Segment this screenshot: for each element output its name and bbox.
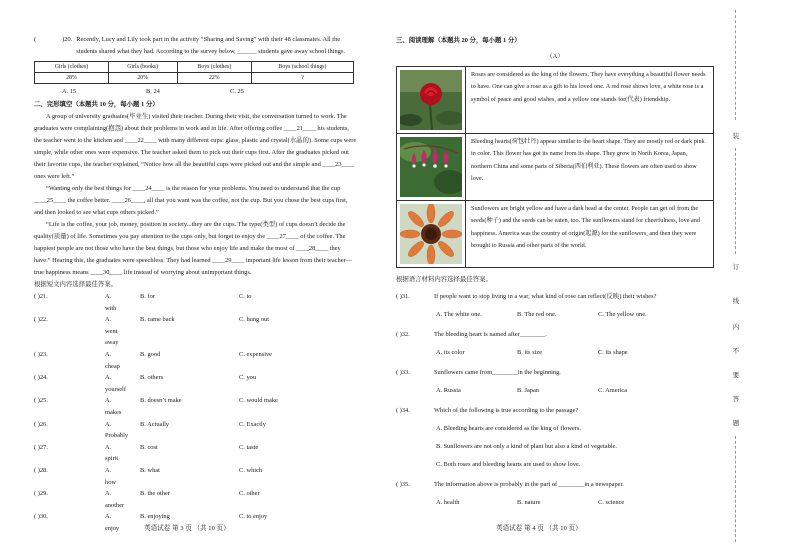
option-b[interactable]: B. Actually bbox=[140, 420, 170, 428]
option-c[interactable]: C. to bbox=[239, 293, 252, 300]
q20-options bbox=[34, 86, 358, 98]
option-a[interactable]: A. its color bbox=[436, 349, 465, 356]
table-cell: 28% bbox=[35, 73, 109, 84]
passage-label: （A） bbox=[546, 53, 564, 60]
question-number[interactable]: ( )31. bbox=[396, 293, 410, 300]
choice-row: ( )24. A. yourself B. others C. you bbox=[34, 372, 358, 395]
cloze-paragraph: “Wanting only the best things for ____24____ is the reason for your problems. You need to understand that the cup ____25____ the coffee better. ____26____, all that you want was the coffee, not the cup. But you chose the best cups first, and then looked to see what cups others picked.” bbox=[34, 185, 348, 216]
bleeding-heart-image bbox=[397, 134, 466, 200]
option-c[interactable]: C. to enjoy bbox=[239, 513, 268, 521]
option-c[interactable]: C. America bbox=[598, 387, 628, 394]
option-c[interactable]: C. Both roses and bleeding hearts are used to show love. bbox=[436, 461, 581, 468]
question-number: ( )27. bbox=[34, 443, 48, 451]
option-b[interactable]: B. cost bbox=[140, 443, 158, 451]
question-stem: The information above is probably in the part of ________in a newspaper. bbox=[434, 481, 624, 488]
option-b[interactable]: B. 24 bbox=[146, 88, 160, 95]
question-number: ( )26. bbox=[34, 420, 48, 428]
cloze-instruction: 根据短文内容选择最佳答案。 bbox=[34, 281, 118, 288]
table-cell: 20% bbox=[108, 73, 177, 84]
margin-char: 内 bbox=[732, 324, 740, 331]
question-stem: Which of the following is true according to the passage? bbox=[434, 407, 579, 414]
page-footer-left: 英语试卷 第 3 页 （共 10 页） bbox=[144, 525, 230, 532]
rose-image bbox=[397, 67, 466, 133]
table-header: Girls (books) bbox=[108, 62, 177, 73]
option-c[interactable]: C. Exactly bbox=[239, 420, 266, 428]
option-c[interactable]: C. its shape bbox=[598, 349, 628, 356]
option-a[interactable]: A. The white one. bbox=[436, 311, 482, 318]
margin-char: 答 bbox=[732, 396, 740, 403]
option-c[interactable]: C. taste bbox=[239, 443, 259, 451]
option-c[interactable]: C. The yellow one. bbox=[598, 311, 647, 318]
dashed-line bbox=[735, 436, 736, 542]
bleeding-heart-text: Bleeding hearts(荷包牡丹) appear similar to the heart shape. They are mostly red or dark pink in color. This flower has got its name from its shape. They grow in North Korea, Japan, northern China and some parts of Siberia(西伯利亚). These flowers are often used to show love. bbox=[471, 138, 705, 183]
option-c[interactable]: C. expensive bbox=[239, 350, 273, 358]
option-c[interactable]: C. would make bbox=[239, 397, 278, 405]
question-stem: The bleeding heart is named after________. bbox=[434, 331, 547, 338]
option-b[interactable]: B. its size bbox=[517, 349, 543, 356]
choice-row: ( )28. A. how B. what C. which bbox=[34, 465, 358, 488]
cloze-choices bbox=[34, 291, 358, 534]
choice-row: ( )21. A. with B. for C. to bbox=[34, 291, 358, 314]
question-number: ( )23. bbox=[34, 350, 48, 358]
option-c[interactable]: C. which bbox=[239, 466, 263, 474]
question-number: ( )25. bbox=[34, 397, 48, 405]
cloze-paragraph: “Life is the coffee, your job, money, position in society...they are the cups. The type(类型) of cups doesn’t decide the quality(质量) of life. Sometimes you pay attention to the cups only, but forget to enjoy the ____27____ of the coffee. The happiest people are not those who have the best things, but those who enjoy life and make the most of ____28____ they have.” Hearing this, the graduates were speechless. They had learned ____29____ important life lesson from their teacher—true happiness means ____30____ life instead of worrying about unimportant things. bbox=[34, 221, 353, 276]
question-number: ( )28. bbox=[34, 466, 48, 474]
question-34 bbox=[396, 405, 714, 471]
sunflower-image bbox=[397, 201, 466, 267]
option-c[interactable]: C. 25 bbox=[230, 88, 244, 95]
section-3-title: 三、阅读理解（本题共 20 分，每小题 1 分） bbox=[396, 37, 521, 44]
option-b[interactable]: B. The red one. bbox=[517, 311, 557, 318]
margin-char: 线 bbox=[732, 298, 740, 305]
choice-row: ( )26. A. Probably B. Actually C. Exactly bbox=[34, 419, 358, 442]
margin-char: 要 bbox=[732, 372, 740, 379]
table-cell: ? bbox=[251, 73, 353, 84]
question-stem: Sunflowers came from________in the beginning. bbox=[434, 369, 561, 376]
question-35 bbox=[396, 479, 714, 509]
rose-text: Roses are considered as the king of the flowers. They have everything a beautiful flower needs to have. One can give a rose as a gift to his loved one. A red rose shows love, a white rose is a symbol of peace and good wishes, and a yellow one stands for(代表) friendship. bbox=[471, 71, 706, 103]
table-header: Boys (clothes) bbox=[177, 62, 251, 73]
dashed-line bbox=[735, 148, 736, 254]
choice-row: ( )29. A. another B. the other C. other bbox=[34, 488, 358, 511]
question-number: ( )30. bbox=[34, 513, 48, 521]
question-stem: Recently, Lucy and Lily took part in the activity “Sharing and Saving” with their 48 classmates. All the students shared what they had. According to the survey below, ______ students gave away school things. bbox=[76, 36, 345, 55]
cloze-paragraph: A group of university graduates(毕业生) visited their teacher. During their visit, the conversation turned to work. The graduates were complaining(抱怨) about their problems in work and in life. After offering coffee ____21____ his students, the teacher went to the kitchen and ____22____ with many different cups: glass, plastic and crystal(水晶的). Some cups were simple, while other ones were expensive. The teacher asked them to pick out their cups first. After the graduates picked out their favorite cups, the teacher explained, “Notice how all the beautiful cups were picked out and the simple and ____23____ ones were left.” bbox=[34, 113, 357, 180]
option-b[interactable]: B. enjoying bbox=[140, 513, 170, 521]
question-number: )20. bbox=[62, 36, 73, 43]
table-header: Girls (clothes) bbox=[35, 62, 109, 73]
option-b[interactable]: B. others bbox=[140, 374, 164, 382]
option-b[interactable]: B. nature bbox=[517, 499, 541, 506]
margin-char: 订 bbox=[732, 264, 740, 271]
question-number[interactable]: ( )34. bbox=[396, 407, 410, 414]
right-page bbox=[396, 34, 714, 509]
question-20 bbox=[34, 34, 358, 58]
question-31 bbox=[396, 291, 714, 321]
survey-table bbox=[34, 61, 354, 84]
table-header: Boys (school things) bbox=[251, 62, 353, 73]
sunflower-text: Sunflowers are bright yellow and have a dark head at the center. People can get oil from the seeds(种子) and the seeds can be eaten, too. The sunflowers stand for cheerfulness, love and happiness. America was the country of origin(起源) for the sunflowers, and then they were brought to Russia and other parts of the world. bbox=[471, 205, 700, 250]
flower-table bbox=[396, 66, 714, 268]
option-b[interactable]: B. came back bbox=[140, 316, 175, 324]
flower-row bbox=[397, 134, 713, 201]
question-number: ( )22. bbox=[34, 316, 48, 324]
question-33 bbox=[396, 367, 714, 397]
question-number: ( )29. bbox=[34, 490, 48, 498]
dashed-line bbox=[735, 10, 736, 120]
option-b[interactable]: B. the other bbox=[140, 490, 170, 498]
question-32 bbox=[396, 329, 714, 359]
question-number: ( )24. bbox=[34, 374, 48, 382]
left-page bbox=[34, 34, 358, 534]
question-number[interactable]: ( )32. bbox=[396, 331, 410, 338]
option-b[interactable]: B. doesn’t make bbox=[140, 397, 182, 405]
option-c[interactable]: C. science bbox=[598, 499, 625, 506]
flower-row bbox=[397, 201, 713, 267]
option-a[interactable]: A. health bbox=[436, 499, 460, 506]
option-b[interactable]: B. Japan bbox=[517, 387, 540, 394]
option-a[interactable]: A. Russia bbox=[436, 387, 461, 394]
section-2-title: 二、完形填空（本题共 10 分，每小题 1 分） bbox=[34, 101, 159, 108]
choice-row: ( )25. A. makes B. doesn’t make C. would make bbox=[34, 395, 358, 418]
margin-char: 不 bbox=[732, 348, 740, 355]
page-footer-right: 英语试卷 第 4 页 （共 10 页） bbox=[496, 525, 582, 532]
option-b[interactable]: B. for bbox=[140, 293, 155, 300]
option-c[interactable]: C. other bbox=[239, 490, 260, 498]
choice-row: ( )27. A. spirit B. cost C. taste bbox=[34, 442, 358, 465]
question-number: ( )21. bbox=[34, 293, 48, 300]
choice-row: ( )30. A. enjoy B. enjoying C. to enjoy bbox=[34, 511, 358, 534]
option-c[interactable]: C. hung out bbox=[239, 316, 270, 324]
answer-paren[interactable]: ( bbox=[34, 36, 37, 43]
option-b[interactable]: B. what bbox=[140, 466, 160, 474]
reading-instruction: 根据语言材料内容选择最佳答案。 bbox=[396, 276, 492, 283]
choice-row: ( )22. A. went away B. came back C. hung out bbox=[34, 314, 358, 349]
choice-row: ( )23. A. cheap B. good C. expensive bbox=[34, 349, 358, 372]
option-c[interactable]: C. you bbox=[239, 374, 257, 382]
flower-row bbox=[397, 67, 713, 134]
question-number[interactable]: ( )33. bbox=[396, 369, 410, 376]
question-number[interactable]: ( )35. bbox=[396, 481, 410, 488]
margin-char: 装 bbox=[732, 133, 740, 140]
option-b[interactable]: B. good bbox=[140, 350, 161, 358]
option-b[interactable]: B. Sunflowers are not only a kind of plant but also a kind of vegetable. bbox=[436, 443, 618, 450]
table-cell: 22% bbox=[177, 73, 251, 84]
margin-char: 题 bbox=[732, 420, 740, 427]
binding-margin bbox=[731, 0, 741, 550]
option-a[interactable]: A. 15 bbox=[62, 88, 77, 95]
option-a[interactable]: A. Bleeding hearts are considered as the king of flowers. bbox=[436, 425, 581, 432]
question-stem: If people want to stop living in a war, what kind of rose can reflect(反映) their wishes? bbox=[434, 293, 657, 300]
